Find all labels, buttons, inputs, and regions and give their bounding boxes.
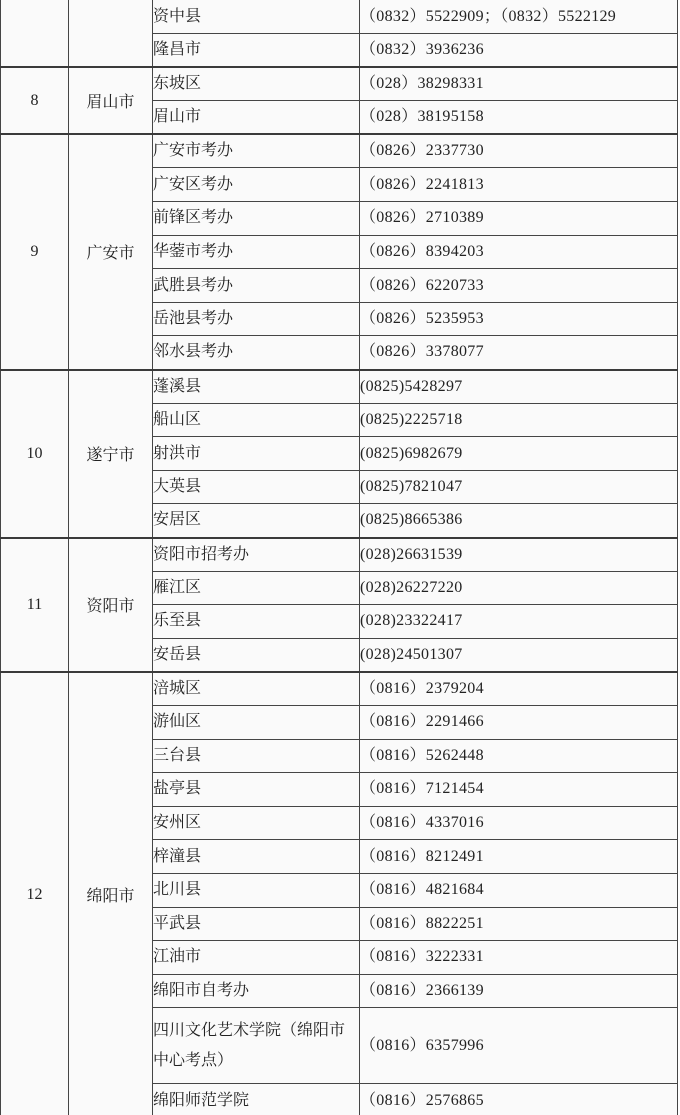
phone-cell: （0816）4821684 [360, 873, 678, 907]
phone-cell: （0832）5522909；（0832）5522129 [360, 0, 678, 34]
district-cell: 平武县 [153, 907, 360, 941]
phone-cell: （0816）3222331 [360, 941, 678, 975]
table-row [1, 672, 678, 706]
district-cell: 隆昌市 [153, 34, 360, 68]
table-row [1, 538, 678, 572]
district-cell: 游仙区 [153, 705, 360, 739]
district-cell: 广安区考办 [153, 168, 360, 202]
city-cell: 资阳市 [69, 538, 153, 672]
phone-cell: (0825)7821047 [360, 470, 678, 504]
district-cell: 梓潼县 [153, 840, 360, 874]
district-cell: 三台县 [153, 739, 360, 773]
phone-cell: （0826）5235953 [360, 302, 678, 336]
district-cell: 乐至县 [153, 605, 360, 639]
district-cell: 射洪市 [153, 437, 360, 471]
group-index-cell: 8 [1, 67, 69, 134]
district-cell: 船山区 [153, 403, 360, 437]
phone-cell: （0826）8394203 [360, 235, 678, 269]
group-index-cell [1, 0, 69, 67]
phone-cell: （0826）6220733 [360, 269, 678, 303]
phone-cell: (0825)8665386 [360, 504, 678, 538]
district-cell: 武胜县考办 [153, 269, 360, 303]
table-row [1, 370, 678, 404]
phone-cell: (0825)5428297 [360, 370, 678, 404]
district-cell: 资中县 [153, 0, 360, 34]
district-cell: 四川文化艺术学院（绵阳市中心考点） [153, 1008, 360, 1084]
phone-cell: (028)26631539 [360, 538, 678, 572]
phone-cell: （0816）8822251 [360, 907, 678, 941]
district-cell: 涪城区 [153, 672, 360, 706]
table-row [1, 0, 678, 34]
phone-cell: （028）38195158 [360, 101, 678, 135]
district-cell: 眉山市 [153, 101, 360, 135]
phone-cell: (028)23322417 [360, 605, 678, 639]
phone-cell: （0816）7121454 [360, 773, 678, 807]
city-cell: 遂宁市 [69, 370, 153, 538]
phone-cell: （0826）2710389 [360, 202, 678, 236]
district-cell: 广安市考办 [153, 134, 360, 168]
district-cell: 前锋区考办 [153, 202, 360, 236]
district-cell: 邻水县考办 [153, 336, 360, 370]
phone-cell: （0816）8212491 [360, 840, 678, 874]
district-cell: 绵阳师范学院 [153, 1084, 360, 1115]
phone-cell: （0816）4337016 [360, 806, 678, 840]
city-cell [69, 0, 153, 67]
city-cell: 眉山市 [69, 67, 153, 134]
group-index-cell: 10 [1, 370, 69, 538]
district-cell: 华蓥市考办 [153, 235, 360, 269]
group-index-cell: 12 [1, 672, 69, 1115]
phone-cell: （028）38298331 [360, 67, 678, 101]
district-cell: 安州区 [153, 806, 360, 840]
district-cell: 江油市 [153, 941, 360, 975]
district-cell: 盐亭县 [153, 773, 360, 807]
phone-cell: （0816）2576865 [360, 1084, 678, 1115]
phone-table-body [1, 0, 678, 1115]
phone-cell: （0816）2379204 [360, 672, 678, 706]
phone-cell: （0832）3936236 [360, 34, 678, 68]
phone-cell: (0825)6982679 [360, 437, 678, 471]
table-row [1, 134, 678, 168]
city-cell: 绵阳市 [69, 672, 153, 1115]
district-cell: 资阳市招考办 [153, 538, 360, 572]
phone-cell: (028)24501307 [360, 638, 678, 672]
phone-cell: （0816）2291466 [360, 705, 678, 739]
city-cell: 广安市 [69, 134, 153, 369]
table-row [1, 67, 678, 101]
district-cell: 安居区 [153, 504, 360, 538]
district-cell: 雁江区 [153, 571, 360, 605]
group-index-cell: 9 [1, 134, 69, 369]
district-cell: 大英县 [153, 470, 360, 504]
group-index-cell: 11 [1, 538, 69, 672]
phone-cell: （0826）2241813 [360, 168, 678, 202]
phone-cell: （0816）2366139 [360, 974, 678, 1008]
phone-cell: （0816）6357996 [360, 1008, 678, 1084]
phone-cell: (0825)2225718 [360, 403, 678, 437]
phone-cell: (028)26227220 [360, 571, 678, 605]
district-cell: 东坡区 [153, 67, 360, 101]
district-cell: 绵阳市自考办 [153, 974, 360, 1008]
district-cell: 北川县 [153, 873, 360, 907]
phone-cell: （0816）5262448 [360, 739, 678, 773]
phone-cell: （0826）3378077 [360, 336, 678, 370]
phone-cell: （0826）2337730 [360, 134, 678, 168]
district-cell: 蓬溪县 [153, 370, 360, 404]
district-cell: 安岳县 [153, 638, 360, 672]
district-cell: 岳池县考办 [153, 302, 360, 336]
